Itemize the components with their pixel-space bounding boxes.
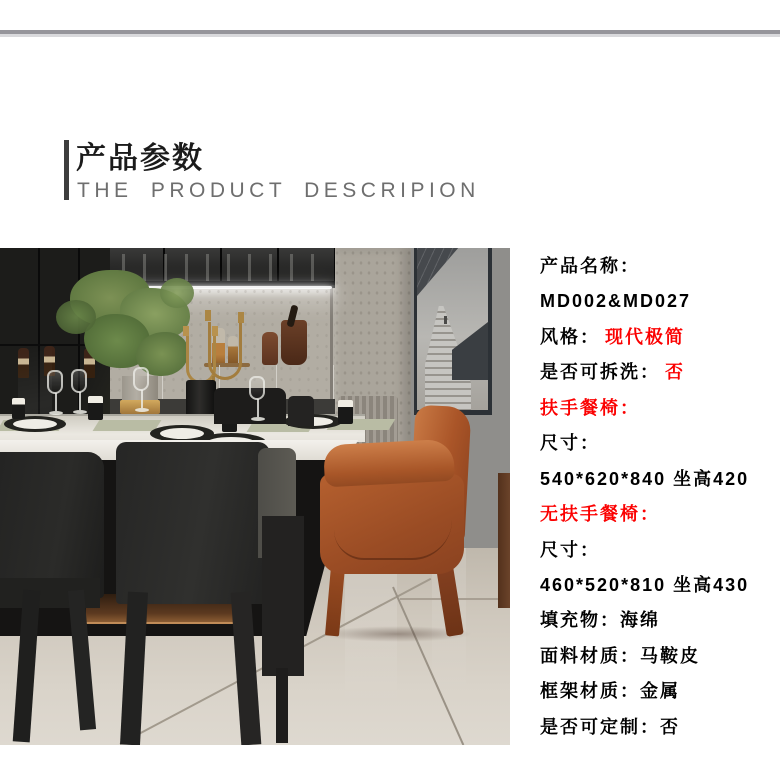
page-subtitle: THE PRODUCT DESCRIPION bbox=[77, 179, 480, 202]
wine-glass bbox=[132, 367, 152, 413]
black-dining-chair bbox=[0, 452, 104, 598]
wine-glass-foot bbox=[73, 410, 87, 414]
spec-line-size-label bbox=[540, 426, 778, 461]
copper-vase bbox=[262, 332, 278, 365]
placemat bbox=[93, 420, 162, 431]
spec-label: 尺寸： bbox=[540, 539, 600, 560]
spec-line-armless-header bbox=[540, 497, 778, 532]
wine-glass-stem bbox=[79, 392, 81, 410]
spec-line-frame bbox=[540, 674, 778, 709]
wine-glass-bowl bbox=[249, 376, 265, 400]
spec-line-armchair-header bbox=[540, 391, 778, 426]
plant-foliage bbox=[160, 278, 194, 308]
spec-line-model bbox=[540, 284, 778, 319]
title-accent-bar bbox=[64, 140, 69, 200]
ice-bucket bbox=[281, 320, 307, 365]
wine-glass-foot bbox=[135, 408, 149, 412]
spec-label: 尺寸： bbox=[540, 433, 600, 454]
spec-label: 填充物：海绵 bbox=[540, 610, 660, 631]
candle-cup bbox=[212, 326, 218, 336]
wine-glass-stem bbox=[257, 399, 259, 417]
floor-reflection bbox=[345, 548, 397, 745]
plate-inner bbox=[160, 428, 204, 439]
candle-holder bbox=[88, 396, 103, 420]
spec-line-size-label2 bbox=[540, 533, 778, 568]
orange-armchair-arm bbox=[323, 439, 455, 488]
candle-cup bbox=[183, 326, 189, 336]
wood-chair-leg bbox=[498, 473, 510, 608]
wine-glass-bowl bbox=[47, 370, 63, 394]
candle-cup bbox=[205, 310, 211, 321]
spec-line-product-name bbox=[540, 249, 778, 284]
candle-cup bbox=[238, 312, 244, 323]
wine-glass-bowl bbox=[71, 369, 87, 393]
spec-line-armless-size bbox=[540, 568, 778, 603]
chair-back bbox=[288, 396, 314, 426]
spec-line-filling bbox=[540, 603, 778, 638]
spec-line-fabric bbox=[540, 639, 778, 674]
spec-label: 产品名称： bbox=[540, 256, 640, 276]
wall-art-figure bbox=[444, 316, 447, 324]
black-dining-chair bbox=[116, 442, 270, 604]
spec-label: 是否可定制：否 bbox=[540, 716, 680, 737]
wine-glass-bowl bbox=[133, 367, 149, 391]
spec-line-customizable bbox=[540, 710, 778, 745]
spec-label: 是否可拆洗： bbox=[540, 362, 660, 383]
spec-label: 无扶手餐椅： bbox=[540, 504, 660, 525]
page-title: 产品参数 bbox=[76, 142, 204, 175]
top-divider bbox=[0, 30, 780, 37]
chair-leg bbox=[276, 668, 288, 743]
spec-label: 扶手餐椅： bbox=[540, 397, 640, 418]
spec-label: 540*620*840 坐高420 bbox=[540, 468, 750, 489]
spec-line-style bbox=[540, 320, 778, 355]
wine-glass-foot bbox=[49, 411, 63, 415]
wine-glass bbox=[248, 376, 268, 422]
black-dining-chair bbox=[262, 516, 304, 676]
spec-line-washable bbox=[540, 355, 778, 390]
spec-label: MD002&MD027 bbox=[540, 291, 692, 312]
candle-holder bbox=[338, 400, 353, 424]
wine-glass bbox=[46, 370, 66, 416]
product-photo bbox=[0, 248, 510, 745]
spec-value: 否 bbox=[665, 362, 685, 383]
spec-label: 面料材质：马鞍皮 bbox=[540, 645, 700, 666]
spec-label: 风格： bbox=[540, 326, 600, 347]
wine-glass bbox=[70, 369, 90, 415]
wine-glass-stem bbox=[141, 390, 143, 408]
stemware-glasses bbox=[112, 254, 330, 281]
spec-label: 框架材质：金属 bbox=[540, 681, 680, 702]
candle-holder bbox=[12, 398, 25, 419]
spec-value: 现代极简 bbox=[605, 326, 685, 347]
wine-glass-foot bbox=[251, 417, 265, 421]
spec-line-armchair-size bbox=[540, 462, 778, 497]
spec-list bbox=[540, 249, 778, 745]
wine-glass-stem bbox=[55, 393, 57, 411]
spec-label: 460*520*810 坐高430 bbox=[540, 574, 750, 595]
plate-inner bbox=[13, 419, 57, 429]
armchair-leather-seam bbox=[334, 486, 452, 560]
plant-foliage bbox=[56, 300, 96, 334]
